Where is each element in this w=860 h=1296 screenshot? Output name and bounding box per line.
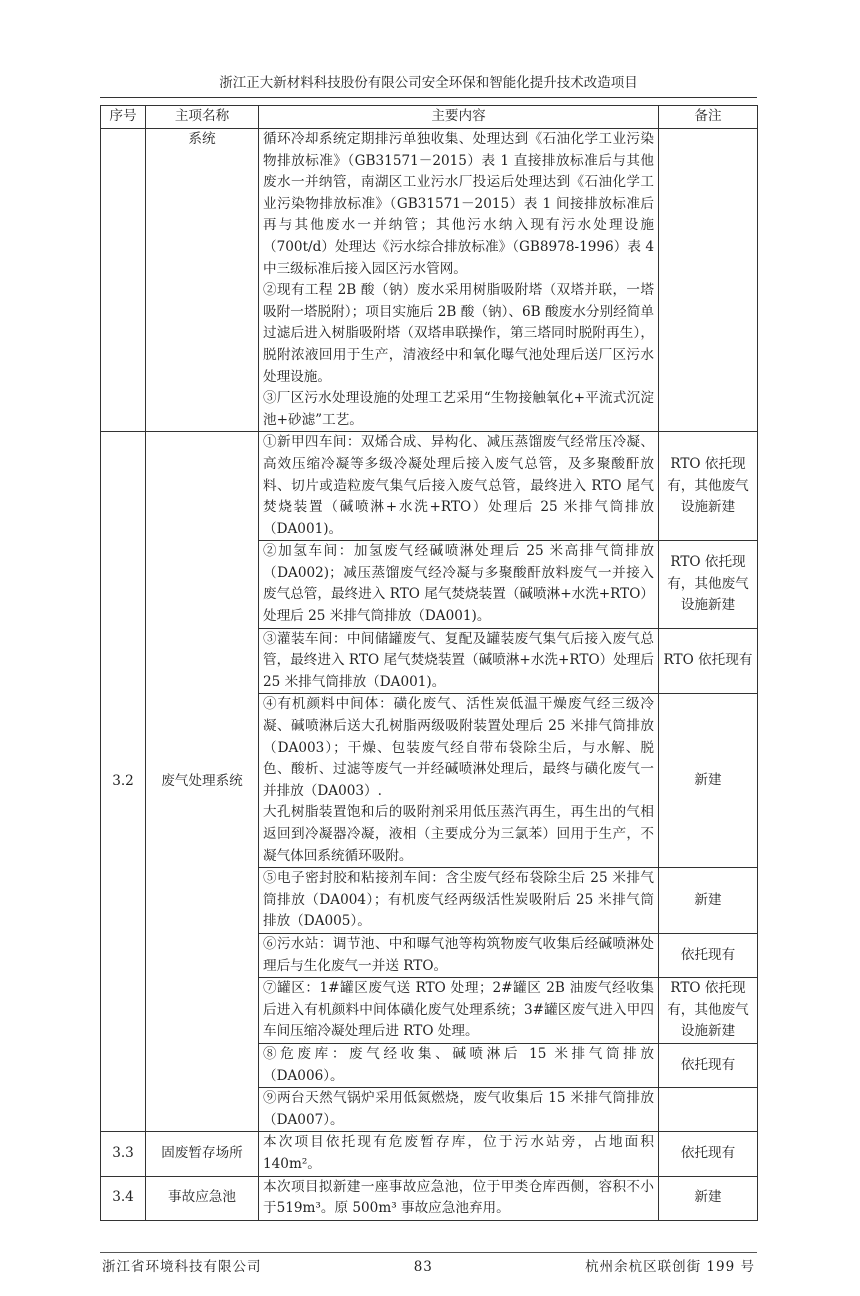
row-remark: 新建 xyxy=(659,694,758,868)
table-row xyxy=(101,129,758,432)
page-footer xyxy=(100,1258,757,1296)
row-remark: RTO 依托现有，其他废气设施新建 xyxy=(659,432,758,541)
footer-divider xyxy=(100,1252,757,1253)
row-name: 事故应急池 xyxy=(146,1176,259,1220)
row-content: ①新甲四车间：双烯合成、异构化、减压蒸馏废气经常压冷凝、高效压缩冷凝等多级冷凝处理后接入废气总管，及多聚酸酐放料、切片或造粒废气集气后接入废气总管，最终进入 RTO 尾气焚烧装置（碱喷淋+水洗+RTO）处理后 25 米排气筒排放（DA001)。 xyxy=(259,432,659,541)
row-remark: 依托现有 xyxy=(659,933,758,977)
row-remark: RTO 依托现有，其他废气设施新建 xyxy=(659,978,758,1044)
row-remark xyxy=(659,1088,758,1132)
row-content: ③灌装车间：中间储罐废气、复配及罐装废气集气后接入废气总管，最终进入 RTO 尾气焚烧装置（碱喷淋+水洗+RTO）处理后 25 米排气筒排放（DA001)。 xyxy=(259,628,659,694)
row-content: ⑨两台天然气锅炉采用低氮燃烧，废气收集后 15 米排气筒排放（DA007）。 xyxy=(259,1088,659,1132)
column-header: 序号 xyxy=(101,106,146,129)
footer-company: 浙江省环境科技有限公司 xyxy=(102,1258,262,1275)
row-content xyxy=(259,694,659,868)
content-paragraph: ④有机颜料中间体：磺化废气、活性炭低温干燥废气经三级冷凝、碱喷淋后送大孔树脂两级吸附装置处理后 25 米排气筒排放（DA003）；干燥、包装废气经自带布袋除尘后，与水解、脱色、酸析、过滤等废气一并经碱喷淋处理后，最终与磺化废气一并排放（DA003）. xyxy=(263,696,654,799)
row-content: 本次项目依托现有危废暂存库，位于污水站旁，占地面积 140m²。 xyxy=(259,1132,659,1176)
page-number: 83 xyxy=(413,1258,433,1275)
project-table xyxy=(100,105,758,1221)
column-header: 主要内容 xyxy=(259,106,659,129)
row-number: 3.2 xyxy=(101,432,146,1132)
row-remark xyxy=(659,129,758,432)
row-remark: 新建 xyxy=(659,1176,758,1220)
row-content: 本次项目拟新建一座事故应急池，位于甲类仓库西侧，容积不小于519m³。原 500m³ 事故应急池弃用。 xyxy=(259,1176,659,1220)
row-number xyxy=(101,129,146,432)
row-content: ⑧危废库：废气经收集、碱喷淋后 15 米排气筒排放（DA006）。 xyxy=(259,1043,659,1087)
row-remark: 依托现有 xyxy=(659,1132,758,1176)
table-row xyxy=(101,432,758,541)
page-header-title: 浙江正大新材料科技股份有限公司安全环保和智能化提升技术改造项目 xyxy=(219,75,638,91)
row-remark: RTO 依托现有，其他废气设施新建 xyxy=(659,541,758,628)
content-paragraph: ②现有工程 2B 酸（钠）废水采用树脂吸附塔（双塔并联，一塔吸附一塔脱附）；项目实施后 2B 酸（钠）、6B 酸废水分别经简单过滤后进入树脂吸附塔（双塔串联操作，第三塔同时脱附再生），脱附浓液回用于生产，清液经中和氧化曝气池处理后送厂区污水处理设施。 xyxy=(263,282,654,385)
table-row xyxy=(101,1176,758,1220)
content-paragraph: 大孔树脂装置饱和后的吸附剂采用低压蒸汽再生，再生出的气相返回到冷凝器冷凝，液相（主要成分为三氯苯）回用于生产，不凝气体回系统循环吸附。 xyxy=(263,804,654,864)
footer-address: 杭州余杭区联创街 199 号 xyxy=(585,1258,755,1275)
row-content: ⑤电子密封胶和粘接剂车间：含尘废气经布袋除尘后 25 米排气筒排放（DA004）；有机废气经两级活性炭吸附后 25 米排气筒排放（DA005）。 xyxy=(259,868,659,934)
document-page xyxy=(100,0,757,1296)
row-name: 系统 xyxy=(146,129,259,432)
row-remark: 新建 xyxy=(659,868,758,934)
table-header-row xyxy=(101,106,758,129)
table-row xyxy=(101,1132,758,1176)
header-divider xyxy=(100,97,757,98)
content-paragraph: ③厂区污水处理设施的处理工艺采用“生物接触氧化+平流式沉淀池+砂滤”工艺。 xyxy=(263,390,654,428)
column-header: 主项名称 xyxy=(146,106,259,129)
row-remark: 依托现有 xyxy=(659,1043,758,1087)
row-number: 3.3 xyxy=(101,1132,146,1176)
row-name: 废气处理系统 xyxy=(146,432,259,1132)
content-paragraph: 循环冷却系统定期排污单独收集、处理达到《石油化学工业污染物排放标准》（GB31571－2015）表 1 直接排放标准后与其他废水一并纳管，南湖区工业污水厂投运后处理达到《石油化学工业污染物排放标准》（GB31571－2015）表 1 间接排放标准后再与其他废水一并纳管；其他污水纳入现有污水处理设施（700t/d）处理达《污水综合排放标准》（GB8978-1996）表 4 中三级标准后接入园区污水管网。 xyxy=(263,131,654,277)
row-content: ⑦罐区：1#罐区废气送 RTO 处理；2#罐区 2B 油废气经收集后进入有机颜料中间体磺化废气处理系统；3#罐区废气进入甲四车间压缩冷凝处理后进 RTO 处理。 xyxy=(259,978,659,1044)
row-name: 固废暂存场所 xyxy=(146,1132,259,1176)
column-header: 备注 xyxy=(659,106,758,129)
row-content: ②加氢车间：加氢废气经碱喷淋处理后 25 米高排气筒排放（DA002)；减压蒸馏废气经冷凝与多聚酸酐放料废气一并接入废气总管，最终进入 RTO 尾气焚烧装置（碱喷淋+水洗+RTO）处理后 25 米排气筒排放（DA001)。 xyxy=(259,541,659,628)
row-content xyxy=(259,129,659,432)
row-content: ⑥污水站：调节池、中和曝气池等构筑物废气收集后经碱喷淋处理后与生化废气一并送 RTO。 xyxy=(259,933,659,977)
row-remark: RTO 依托现有 xyxy=(659,628,758,694)
row-number: 3.4 xyxy=(101,1176,146,1220)
